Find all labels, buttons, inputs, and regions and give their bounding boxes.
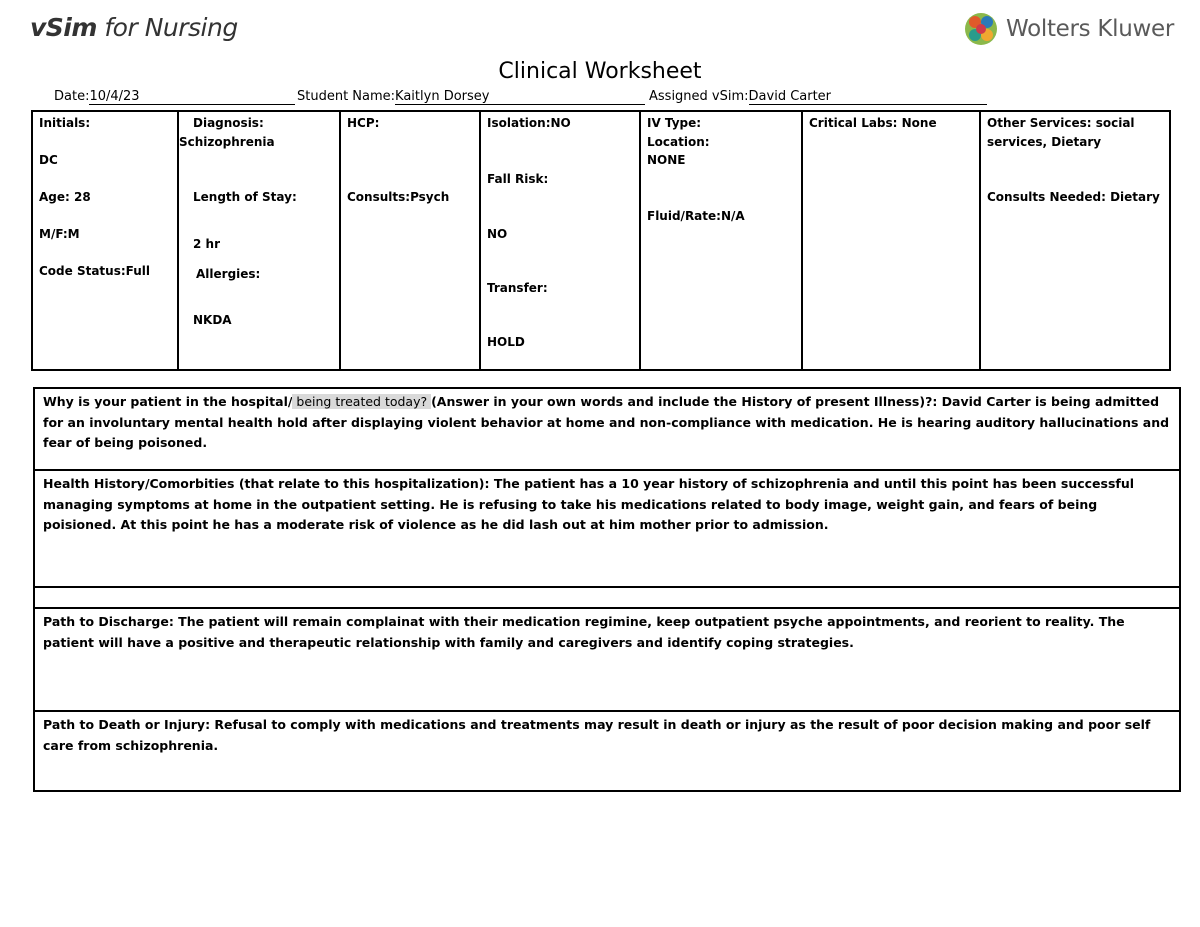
consults-needed-value: Consults Needed: Dietary <box>987 190 1160 204</box>
why-answer: (Answer in your own words and include the History of present Illness)?: David Carter is being admitted for an involuntary mental health hold after displaying violent behavior at home and non-compliance with medication. He is hearing auditory hallucinations and fear of being poisoned. <box>43 394 1170 450</box>
code-status: Code Status:Full <box>39 264 151 278</box>
diagnosis-label: Diagnosis: <box>193 116 264 130</box>
cell-iv <box>640 111 802 370</box>
page-title: Clinical Worksheet <box>498 59 702 84</box>
student-label: Student Name: <box>297 89 396 104</box>
other-services-line-1: Other Services: social <box>987 116 1135 130</box>
cell-other-services <box>980 111 1170 370</box>
allergies-label: Allergies: <box>196 266 261 281</box>
cell-hcp <box>340 111 480 370</box>
other-services-line-2: services, Dietary <box>987 134 1102 149</box>
initials-label: Initials: <box>39 116 91 130</box>
location-value: NONE <box>647 153 686 167</box>
initials-value: DC <box>39 153 58 167</box>
fluid-rate-value: Fluid/Rate:N/A <box>647 208 745 223</box>
patient-info-grid <box>31 110 1171 371</box>
location-label: Location: <box>647 134 710 149</box>
cell-isolation <box>480 111 640 370</box>
why-in-hospital-section <box>34 388 1180 470</box>
vsim-field <box>649 89 987 105</box>
why-question-highlight: being treated today? <box>292 394 432 409</box>
health-history-section: Health History/Comorbities (that relate to this hospitalization): The patient has a 10 year history of schizophrenia and until this point has been successful managing symptoms at home in the outpatient setting. He is refusing to take his medications related to body image, weight gain, and fears of being poisioned. At this point he has a moderate risk of violence as he did lash out at him mother prior to admission. <box>34 470 1180 587</box>
cell-diagnosis <box>178 111 340 370</box>
wolters-kluwer-wordmark: Wolters Kluwer <box>1006 16 1175 42</box>
student-field <box>297 89 645 105</box>
vsim-label: Assigned vSim: <box>649 89 749 104</box>
diagnosis-value: Schizophrenia <box>179 134 275 149</box>
fall-risk-label: Fall Risk: <box>487 171 549 186</box>
wolters-kluwer-globe-icon <box>964 12 998 46</box>
allergies-value: NKDA <box>193 312 232 327</box>
hcp-label: HCP: <box>347 116 380 130</box>
isolation-value: Isolation:NO <box>487 116 571 130</box>
age-value: Age: 28 <box>39 190 91 204</box>
cell-initials <box>32 111 178 370</box>
transfer-value: HOLD <box>487 335 525 349</box>
student-value: Kaitlyn Dorsey <box>395 90 645 105</box>
vsim-value: David Carter <box>749 90 987 105</box>
wolters-kluwer-logo <box>964 12 1174 46</box>
why-question-start: Why is your patient in the hospital/ <box>43 394 293 409</box>
critical-labs-value: Critical Labs: None <box>809 116 937 130</box>
fall-risk-value: NO <box>487 227 508 241</box>
length-of-stay-value: 2 hr <box>193 236 220 251</box>
date-label: Date: <box>54 89 90 104</box>
sex-value: M/F:M <box>39 227 80 241</box>
vsim-logo-suffix: for Nursing <box>96 13 238 42</box>
date-field <box>54 89 295 105</box>
path-to-death-section: Path to Death or Injury: Refusal to comply with medications and treatments may result in death or injury as the result of poor decision making and poor self care from schizophrenia. <box>34 711 1180 791</box>
length-of-stay-label: Length of Stay: <box>193 190 297 204</box>
path-to-discharge-section: Path to Discharge: The patient will remain complainat with their medication regimine, keep outpatient psyche appointments, and reorient to reality. The patient will have a positive and therapeutic relationship with family and caregivers and identify coping strategies. <box>34 608 1180 711</box>
iv-type-label: IV Type: <box>647 116 702 130</box>
transfer-label: Transfer: <box>487 281 548 295</box>
vsim-logo-mark: vSim <box>30 13 97 42</box>
vsim-logo <box>30 13 238 42</box>
narrative-table <box>33 387 1181 792</box>
date-value: 10/4/23 <box>89 90 295 105</box>
cell-critical-labs <box>802 111 980 370</box>
consults-value: Consults:Psych <box>347 190 450 204</box>
spacer-row <box>34 587 1180 608</box>
